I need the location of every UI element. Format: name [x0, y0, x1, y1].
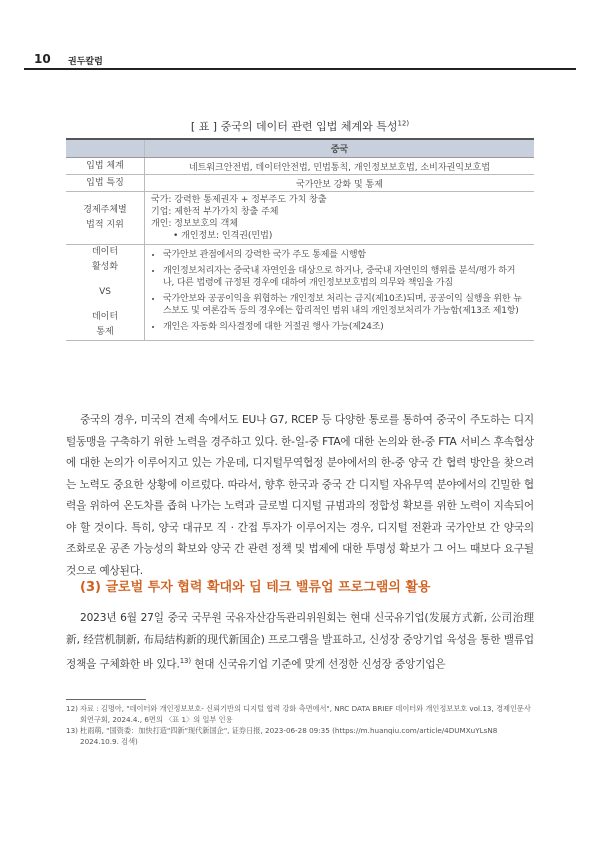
row-label-activation: [66, 245, 145, 341]
table-row-activation: [66, 245, 534, 341]
list-item: • 국가안보 관점에서의 강력한 국가 주도 통제를 시행함: [163, 249, 526, 262]
footnote-number: 12): [66, 704, 78, 713]
page-header: [24, 48, 576, 70]
section-title: 권두칼럼: [68, 57, 103, 67]
column-header-china: 중국: [145, 139, 535, 158]
label-line: 법적 지위: [86, 220, 124, 230]
list-item: • 국가안보와 공공이익을 위협하는 개인정보 처리는 금지(제10조)되며, 공공이익 실행을 위한 뉴스보도 및 여론감독 등의 경우에는 합리적인 범위 내의 개인정보처리가 가능함(제13조 제1항): [163, 293, 526, 318]
row-label-legal-feature: 입법 특징: [66, 175, 145, 192]
row-value-legal-feature: 국가안보 강화 및 통제: [145, 175, 535, 192]
label-line: 데이터: [91, 312, 119, 322]
table-title-text: [ 표 ] 중국의 데이터 관련 입법 체계와 특성: [190, 120, 398, 133]
body-paragraph-2: [66, 608, 534, 676]
table-title-note: 12): [397, 119, 410, 128]
table-row-legal-system: [66, 158, 534, 175]
row-value-legal-system: 네트워크안전법, 데이터안전법, 민법통칙, 개인정보보호법, 소비자권익보호법: [145, 158, 535, 175]
section-subheading: (3) 글로벌 투자 협력 확대와 딥 테크 밸류업 프로그램의 활용: [80, 580, 431, 595]
footnotes: [66, 703, 536, 747]
footnote-rule: [66, 699, 146, 700]
label-line: 활성화: [91, 262, 119, 272]
header-rule: [24, 68, 576, 70]
table-title: [0, 118, 600, 134]
paragraph-2-text: 2023년 6월 27일 중국 국무원 국유자산감독관리위원회는 현대 신국유기업(发展方式新, 公司治理新, 经营机制新, 布局结构新的现代新国企) 프로그램을 발표하고, 신성장 중앙기업 육성을 통한 밸류업 정책을 구체화한 바 있다.: [66, 612, 534, 671]
status-company: 기업: 제한적 부가가치 창출 주체: [151, 207, 279, 217]
label-line: 경제주체별: [83, 205, 127, 215]
body-paragraph-1: 중국의 경우, 미국의 견제 속에서도 EU나 G7, RCEP 등 다양한 통로를 통하여 중국이 주도하는 디지털동맹을 구축하기 위한 노력을 경주하고 있다. 한-일-중 FTA에 대한 논의와 한-중 FTA 서비스 후속협상에 대한 논의가 이루어지고 있는 가운데, 디지털무역협정 분야에서의 한-중 양국 간 협력 방안을 찾으려는 노력도 중요한 상황에 이르렀다. 따라서, 향후 한국과 중국 간 디지털 자유무역 분야에서의 긴밀한 협력을 위하여 온도차를 좁혀 나가는 노력과 글로벌 디지털 규범과의 정합성 확보를 위한 노력이 지속되어야 할 것이다. 특히, 양국 대규모 직 · 간접 투자가 이루어지는 경우, 디지털 전환과 국가안보 간 양국의 조화로운 공존 가능성의 확보와 양국 간 관련 정책 및 법제에 대한 투명성 확보가 그 어느 때보다 요구될 것으로 예상된다.: [66, 414, 534, 577]
table-row-legal-feature: [66, 175, 534, 192]
list-item: • 개인정보처리자는 중국내 자연인을 대상으로 하거나, 중국내 자연인의 행위를 분석/평가 하거나, 다른 법령에 규정된 경우에 대하여 개인정보보호법의 의무와 책임을 가짐: [163, 265, 526, 290]
footnote: [66, 725, 536, 747]
label-line: 통제: [96, 327, 114, 337]
footnote-text: 杜雨萌, "国资委：加快打造"四新"现代新国企", 证券日报, 2023-06-28 09:35 (https://m.huanqiu.com/article/4DUMXuYLsN8 2024.10.9. 검색): [80, 726, 498, 746]
list-item: • 개인은 자동화 의사결정에 대한 거절권 행사 가능(제24조): [163, 321, 526, 334]
label-vs: VS: [99, 287, 111, 297]
status-individual: 개인: 정보보호의 객체: [151, 219, 239, 229]
paragraph-2-tail: 현대 신국유기업 기준에 맞게 선정한 신성장 중앙기업은: [190, 658, 446, 671]
footnote-ref-13: 13): [179, 657, 191, 665]
table-row-economic-subject: [66, 192, 534, 245]
label-line: 데이터: [91, 247, 119, 257]
data-law-table: [66, 138, 534, 341]
row-label-economic-subject: [66, 192, 145, 245]
footnote-number: 13): [66, 726, 78, 735]
status-state: 국가: 강력한 통제권자 + 정부주도 가치 창출: [151, 195, 327, 205]
row-label-legal-system: 입법 체계: [66, 158, 145, 175]
footnote: [66, 703, 536, 725]
row-value-activation: [145, 245, 535, 341]
status-personal-info: • 개인정보: 인격권(민법): [173, 231, 273, 241]
activation-bullet-list: [145, 245, 534, 340]
footnote-text: 자료 : 김명아, "데이터와 개인정보보호- 신뢰기반의 디지털 협력 강화 측면에서", NRC DATA BRIEF 데이터와 개인정보보호 vol.13, 경제인문사회연구회, 2024.4., 6면의 〈표 1〉의 일부 인용: [80, 704, 531, 724]
table-header-row: [66, 139, 534, 158]
table-header-empty: [66, 139, 145, 158]
page-number: 10: [34, 52, 51, 66]
row-value-economic-subject: [145, 192, 535, 245]
